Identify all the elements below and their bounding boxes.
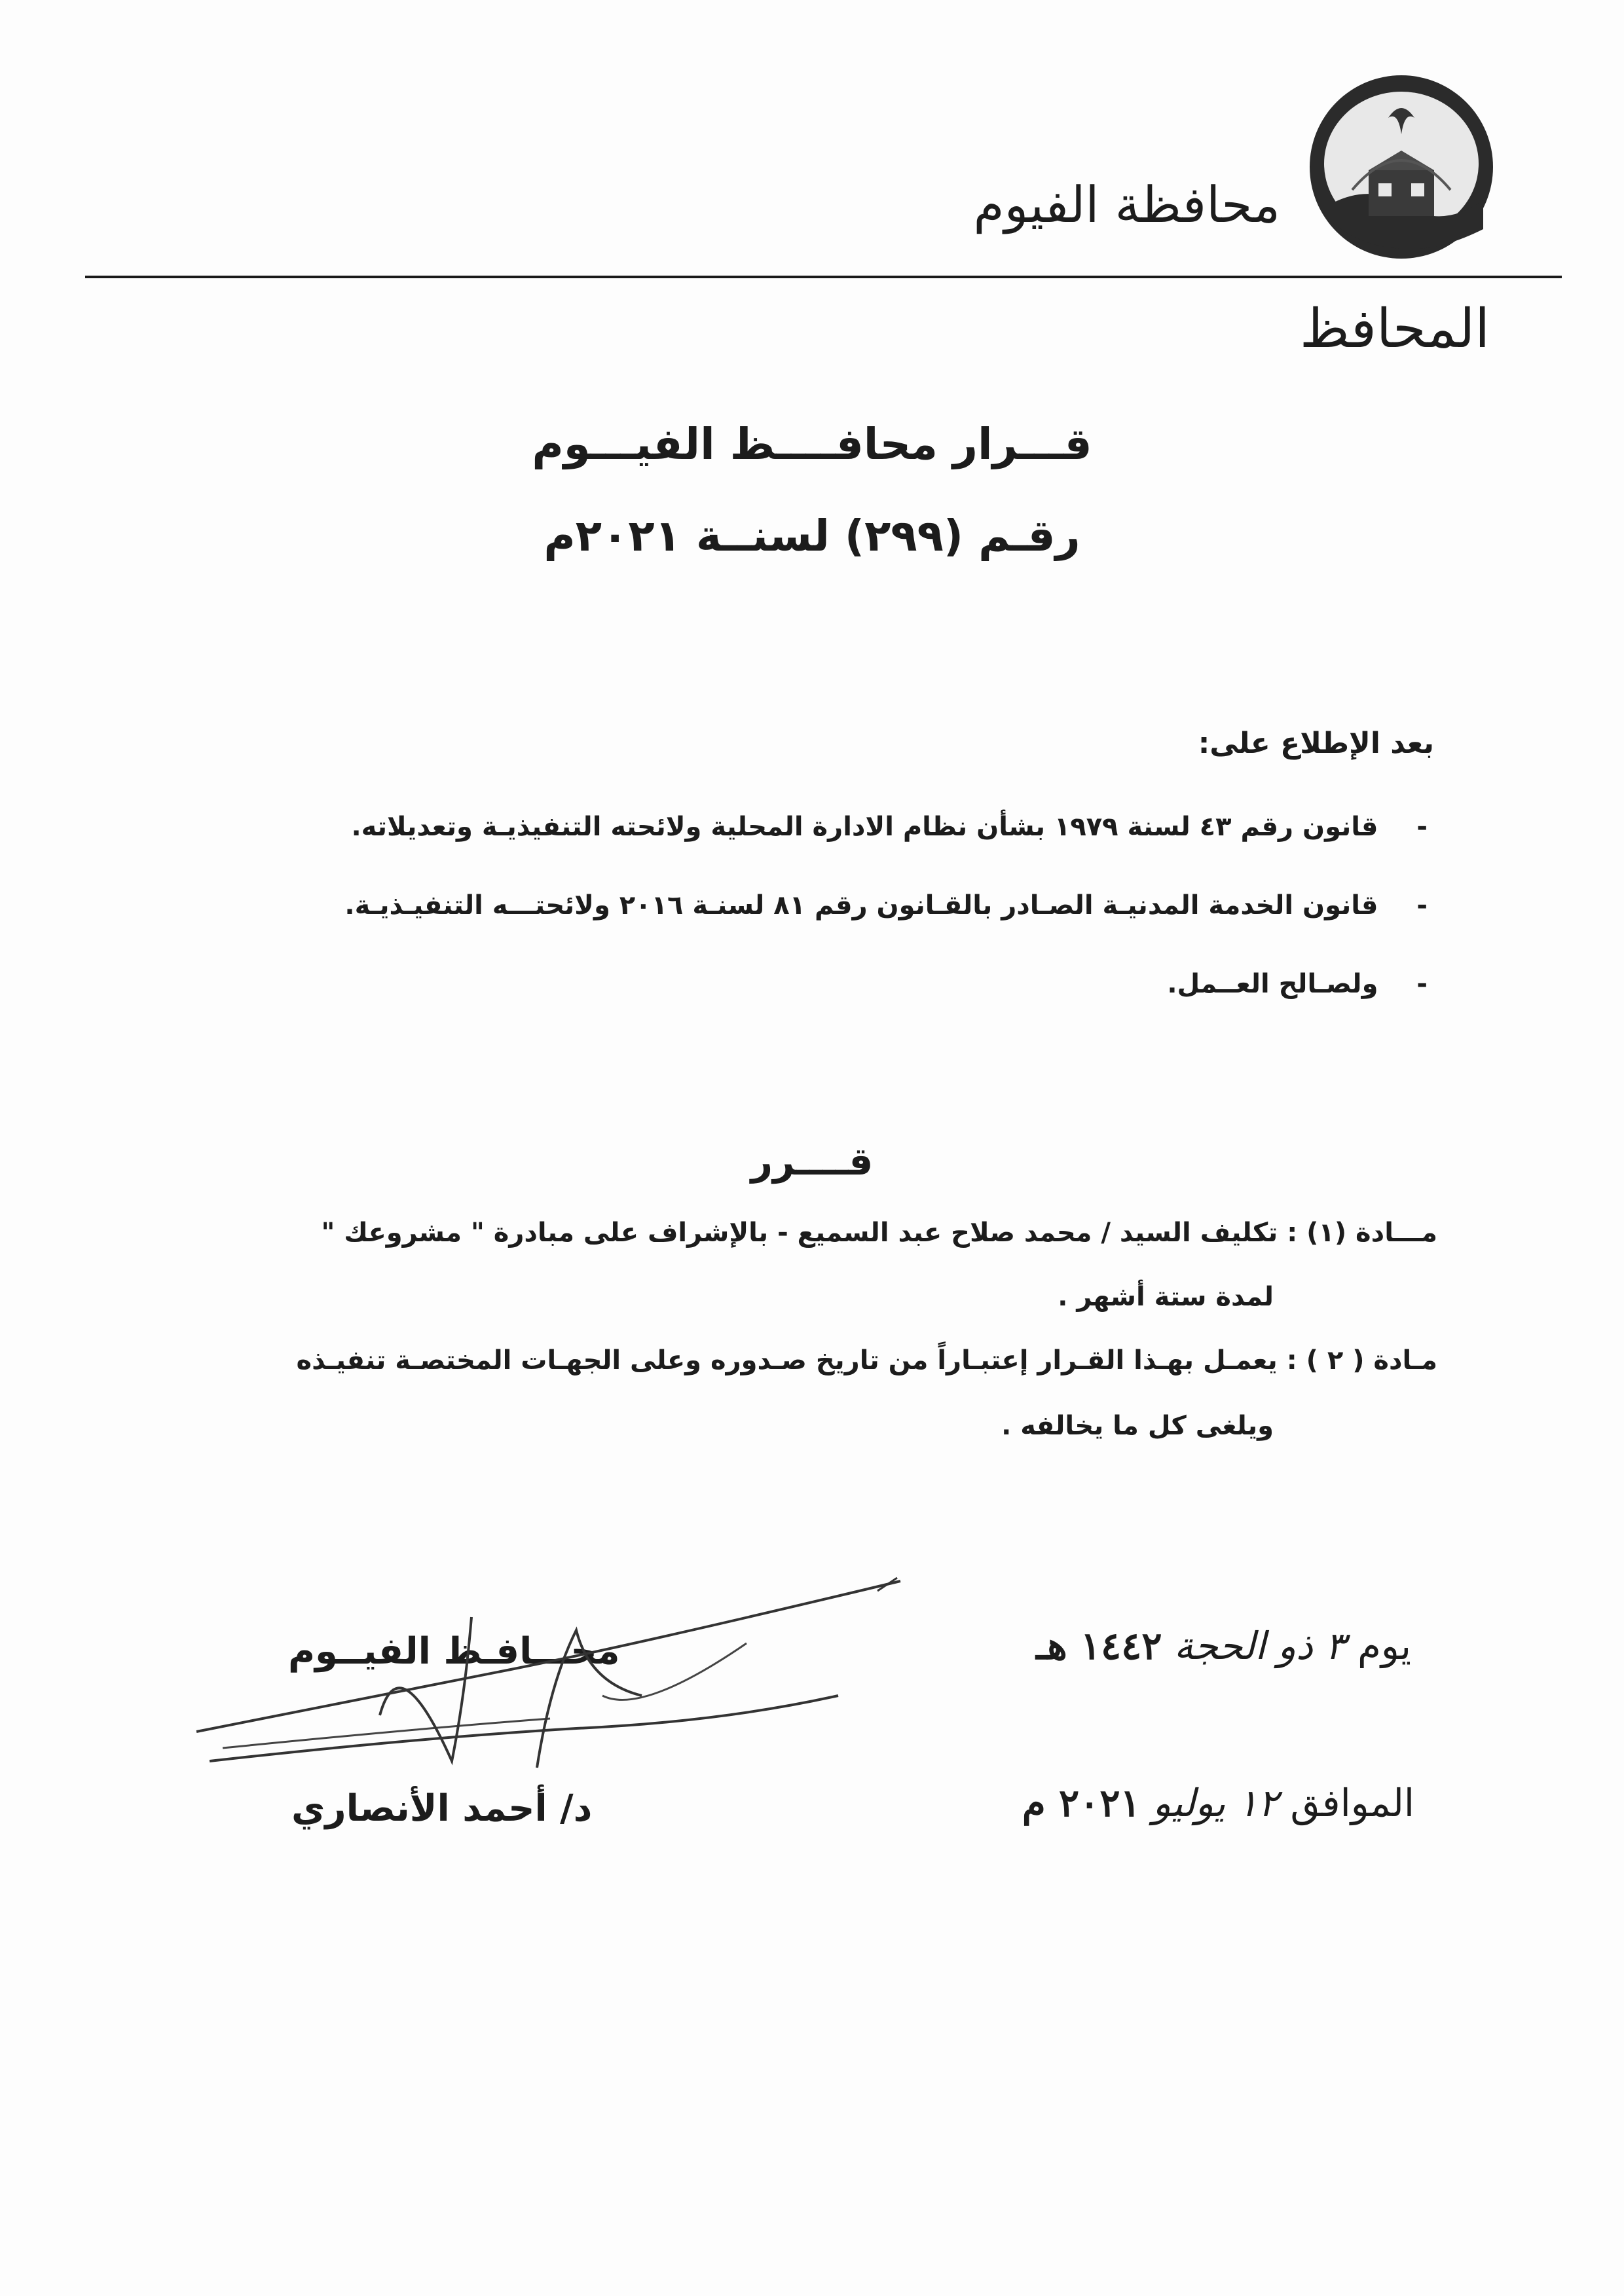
gregorian-date: [1022, 1781, 1414, 1825]
preamble-intro: بعد الإطلاع على:: [1198, 727, 1434, 760]
signer-title: محـــافـظ الفيــوم: [288, 1630, 620, 1673]
agree-label: الموافق: [1290, 1781, 1414, 1825]
gregorian-year: ٢٠٢١ م: [1022, 1781, 1141, 1825]
decree-heading: قــــرر: [750, 1139, 874, 1184]
hijri-date: [1036, 1624, 1411, 1668]
day-label: يوم: [1357, 1624, 1411, 1668]
article-text: تكليف السيد / محمد صلاح عبد السميع - بالإشراف على مبادرة " مشروعك ": [321, 1218, 1278, 1248]
hijri-year: ١٤٤٢ هـ: [1036, 1624, 1162, 1668]
office-title: المحافظ: [1299, 298, 1490, 360]
article-2: [297, 1345, 1437, 1376]
preamble-item-text: قانون رقم ٤٣ لسنة ١٩٧٩ بشأن نظام الادارة المحلية ولائحته التنفيذيـة وتعديلاته.: [351, 812, 1378, 842]
decree-number: رقـم (٢٩٩) لسنــة ٢٠٢١م: [544, 511, 1080, 561]
bullet-dash: -: [1416, 812, 1428, 842]
preamble-item-text: قانون الخدمة المدنيـة الصـادر بالقـانون رقم ٨١ لسنـة ٢٠١٦ ولائحتـــه التنفيـذيـة.: [344, 890, 1378, 920]
handwritten-date: ١٢ يوليو: [1153, 1781, 1279, 1825]
article-1-continuation: لمدة ستة أشهر .: [1058, 1282, 1274, 1312]
signer-name: د/ أحمد الأنصاري: [291, 1787, 593, 1830]
article-1: [321, 1218, 1437, 1248]
preamble-item: [344, 890, 1428, 920]
bullet-dash: -: [1416, 969, 1428, 999]
preamble-item: [1167, 969, 1428, 999]
governorate-seal: [1306, 72, 1496, 262]
article-text: يعمـل بهـذا القـرار إعتبـاراً من تاريخ صـدوره وعلى الجهـات المختصـة تنفيـذه: [296, 1345, 1278, 1376]
article-label: مـــادة (١) :: [1287, 1218, 1437, 1248]
handwritten-signature: [183, 1565, 936, 1800]
decree-title: قـــرار محافــــظ الفيـــوم: [532, 419, 1092, 469]
header-divider: [85, 276, 1562, 278]
governorate-name: محافظة الفيوم: [973, 175, 1280, 234]
handwritten-day: ٣ ذو الحجة: [1173, 1624, 1346, 1668]
article-2-continuation: ويلغى كل ما يخالفه .: [1001, 1411, 1274, 1441]
signature-scribble-icon: [183, 1565, 936, 1800]
preamble-item: [351, 812, 1428, 842]
article-label: مـادة ( ٢ ) :: [1286, 1345, 1437, 1376]
preamble-item-text: ولصـالح العــمل.: [1167, 969, 1378, 999]
seal-emblem-icon: [1306, 72, 1496, 262]
bullet-dash: -: [1416, 890, 1428, 920]
